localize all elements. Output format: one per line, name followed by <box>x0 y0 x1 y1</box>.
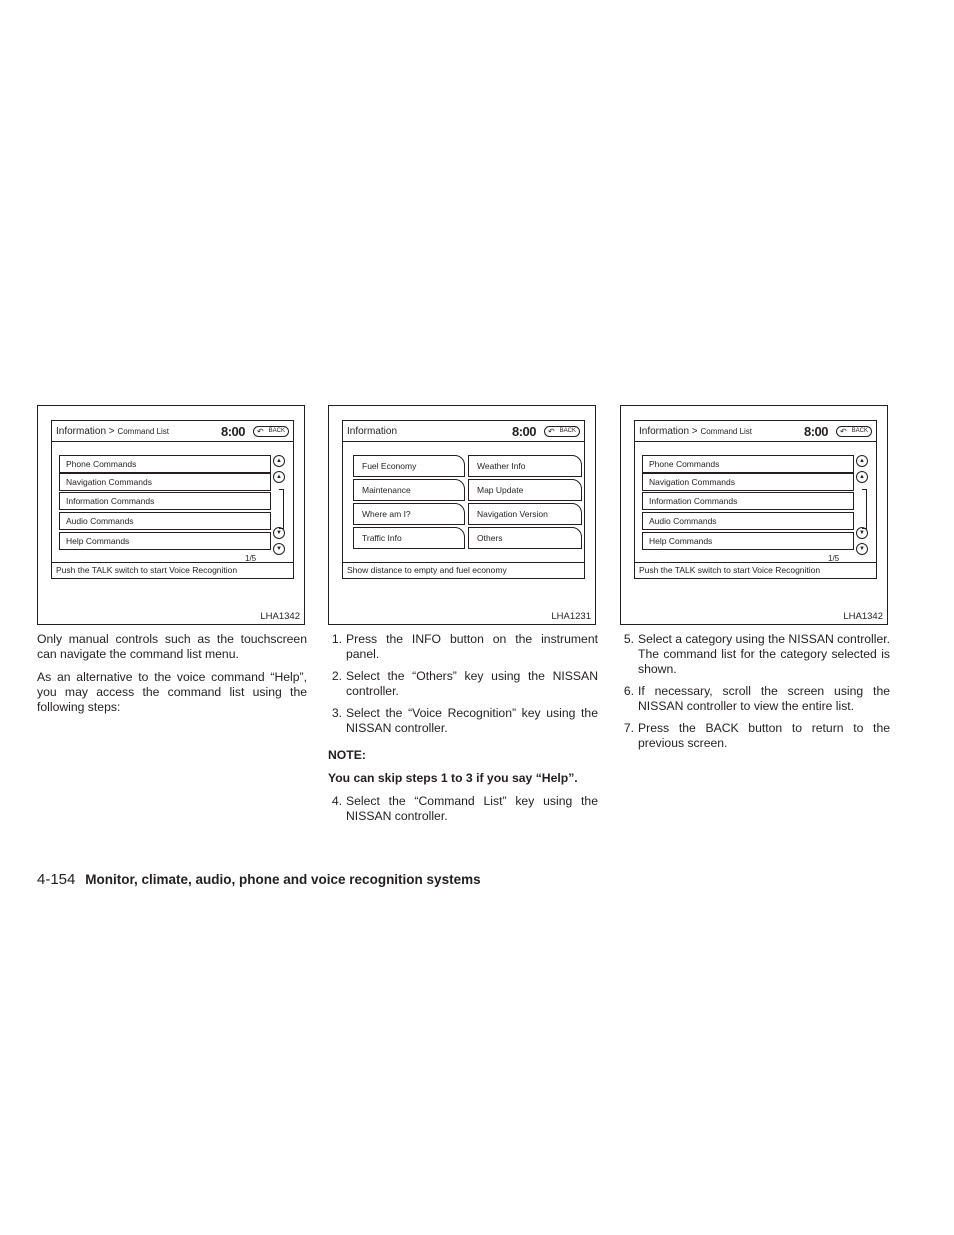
scroll-top-icon[interactable]: ▲ <box>273 455 285 467</box>
list-item-audio-commands[interactable]: Audio Commands <box>642 512 854 530</box>
back-arrow-icon: ↶ <box>548 427 555 436</box>
clock: 8:00 <box>804 424 829 439</box>
step-3: 3. Select the “Voice Recognition” key using the NISSAN controller. <box>331 706 598 735</box>
note-heading: NOTE: <box>328 748 366 762</box>
paragraph-alternative: As an alternative to the voice command “Help”, you may access the command list using the following steps: <box>37 670 307 714</box>
back-button[interactable]: ↶ BACK <box>253 426 289 437</box>
list-item-phone-commands[interactable]: Phone Commands <box>59 455 271 473</box>
scroll-bottom-icon[interactable]: ▼ <box>273 543 285 555</box>
screen-title: Information <box>347 426 398 437</box>
menu-traffic-info[interactable]: Traffic Info <box>353 527 465 549</box>
page-indicator: 1/5 <box>828 554 840 563</box>
list-item-help-commands[interactable]: Help Commands <box>59 532 271 550</box>
step-5: 5. Select a category using the NISSAN controller. The command list for the category selected is shown. <box>623 632 891 676</box>
screen-title: Information > Command List <box>56 426 170 437</box>
figure-code: LHA1342 <box>260 611 300 622</box>
scrollbar[interactable] <box>862 489 867 529</box>
divider <box>635 441 876 442</box>
column-1 <box>37 632 307 723</box>
scroll-up-icon[interactable]: ▲ <box>273 471 285 483</box>
menu-weather-info[interactable]: Weather Info <box>468 455 582 477</box>
note-text: You can skip steps 1 to 3 if you say “Help”. <box>328 771 578 785</box>
step-6: 6. If necessary, scroll the screen using the NISSAN controller to view the entire list. <box>623 684 890 713</box>
figure-code: LHA1342 <box>843 611 883 622</box>
clock: 8:00 <box>512 424 537 439</box>
status-bar: Push the TALK switch to start Voice Recognition <box>52 562 293 578</box>
figure-command-list-2 <box>620 405 888 625</box>
list-item-information-commands[interactable]: Information Commands <box>59 492 271 510</box>
list-item-information-commands[interactable]: Information Commands <box>642 492 854 510</box>
menu-maintenance[interactable]: Maintenance <box>353 479 465 501</box>
menu-navigation-version[interactable]: Navigation Version <box>468 503 582 525</box>
screen-title: Information > Command List <box>639 426 753 437</box>
menu-map-update[interactable]: Map Update <box>468 479 582 501</box>
page-number: 4-154 <box>37 871 76 888</box>
back-button[interactable]: ↶ BACK <box>544 426 580 437</box>
section-title: Monitor, climate, audio, phone and voice recognition systems <box>85 872 481 887</box>
figure-code: LHA1231 <box>551 611 591 622</box>
column-2 <box>328 632 598 831</box>
scroll-top-icon[interactable]: ▲ <box>856 455 868 467</box>
divider <box>343 441 584 442</box>
scroll-bottom-icon[interactable]: ▼ <box>856 543 868 555</box>
column-3 <box>620 632 890 758</box>
menu-fuel-economy[interactable]: Fuel Economy <box>353 455 465 477</box>
menu-others[interactable]: Others <box>468 527 582 549</box>
list-item-audio-commands[interactable]: Audio Commands <box>59 512 271 530</box>
screen-command-list <box>634 420 877 579</box>
page-indicator: 1/5 <box>245 554 257 563</box>
step-7: 7. Press the BACK button to return to the previous screen. <box>623 721 890 750</box>
figure-command-list-1 <box>37 405 305 625</box>
list-item-navigation-commands[interactable]: Navigation Commands <box>59 473 271 491</box>
page-footer <box>37 871 481 888</box>
scrollbar[interactable] <box>279 489 284 529</box>
back-button[interactable]: ↶ BACK <box>836 426 872 437</box>
list-item-help-commands[interactable]: Help Commands <box>642 532 854 550</box>
status-bar: Push the TALK switch to start Voice Recognition <box>635 562 876 578</box>
list-item-phone-commands[interactable]: Phone Commands <box>642 455 854 473</box>
paragraph-manual-controls: Only manual controls such as the touchscreen can navigate the command list menu. <box>37 632 307 661</box>
scroll-down-icon[interactable]: ▼ <box>856 527 868 539</box>
step-1: 1. Press the INFO button on the instrument panel. <box>331 632 598 661</box>
step-2: 2. Select the “Others” key using the NISSAN controller. <box>331 669 598 698</box>
screen-information <box>342 420 585 579</box>
back-arrow-icon: ↶ <box>840 427 847 436</box>
divider <box>52 441 293 442</box>
screen-command-list <box>51 420 294 579</box>
figure-information-menu <box>328 405 596 625</box>
scroll-up-icon[interactable]: ▲ <box>856 471 868 483</box>
list-item-navigation-commands[interactable]: Navigation Commands <box>642 473 854 491</box>
scroll-down-icon[interactable]: ▼ <box>273 527 285 539</box>
back-arrow-icon: ↶ <box>257 427 264 436</box>
status-bar: Show distance to empty and fuel economy <box>343 562 584 578</box>
clock: 8:00 <box>221 424 246 439</box>
menu-where-am-i[interactable]: Where am I? <box>353 503 465 525</box>
step-4: 4. Select the “Command List” key using the NISSAN controller. <box>331 794 598 823</box>
